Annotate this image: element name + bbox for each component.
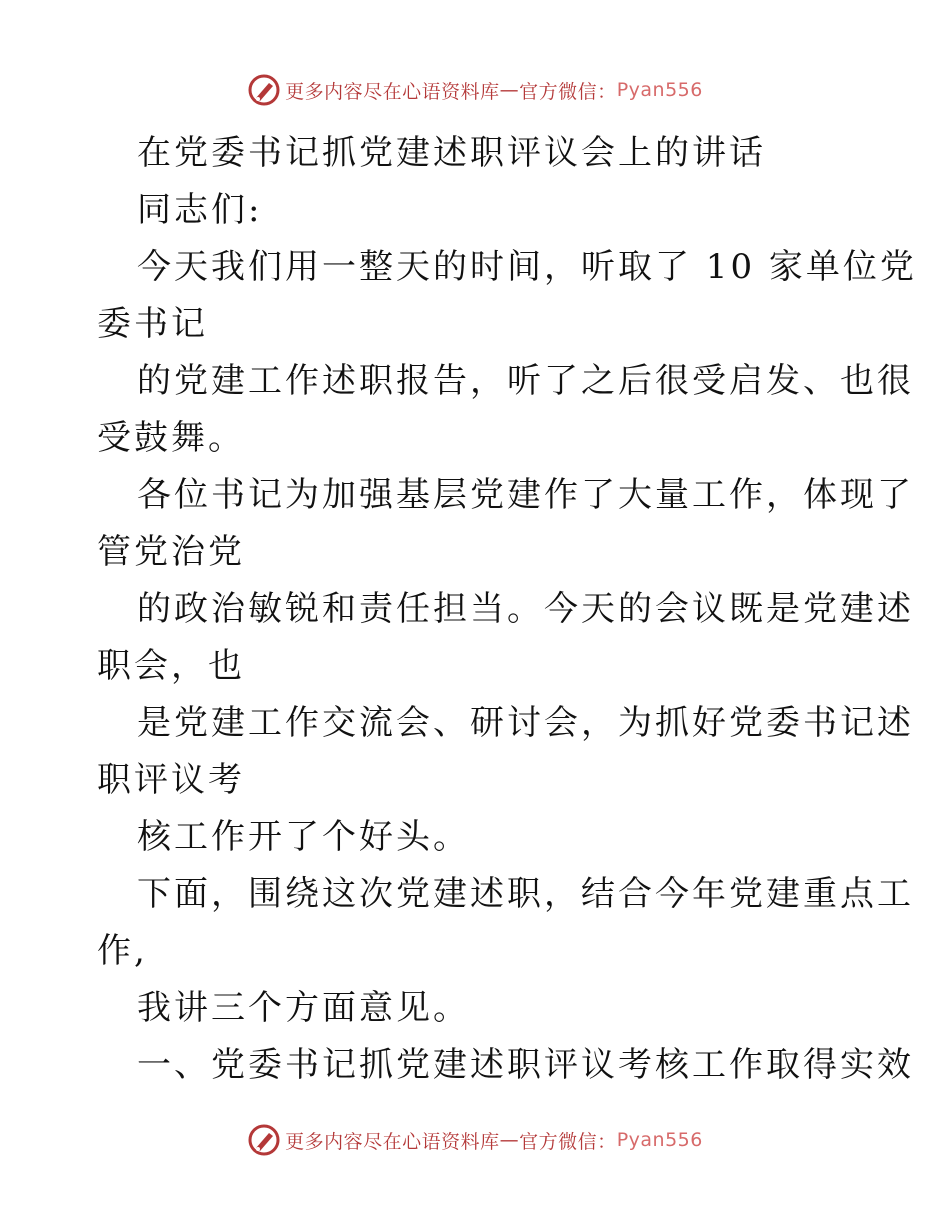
text-line: 管党治党 xyxy=(97,532,245,572)
text-line: 是党建工作交流会、研讨会，为抓好党委书记述 xyxy=(137,703,914,743)
banner-wechat-id: Pyan556 xyxy=(616,1129,703,1151)
text-line: 职评议考 xyxy=(97,760,245,800)
text-line: 今天我们用一整天的时间，听取了 10 家单位党 xyxy=(137,247,917,287)
section-heading: 一、党委书记抓党建述职评议考核工作取得实效 xyxy=(137,1045,914,1085)
pen-seal-icon xyxy=(247,73,281,107)
banner-text: 更多内容尽在心语资料库 xyxy=(285,80,500,103)
text-line: 职会，也 xyxy=(97,646,245,686)
text-line: 核工作开了个好头。 xyxy=(137,817,470,857)
pen-seal-icon xyxy=(247,1123,281,1157)
banner-separator: — xyxy=(499,79,520,101)
banner-wechat-id: Pyan556 xyxy=(616,79,703,101)
document-body xyxy=(97,125,917,1094)
banner-text: 更多内容尽在心语资料库 xyxy=(285,1130,500,1153)
text-line: 的党建工作述职报告，听了之后很受启发、也很 xyxy=(137,361,914,401)
banner-separator: — xyxy=(499,1129,520,1151)
text-line: 我讲三个方面意见。 xyxy=(137,988,470,1028)
text-line: 下面，围绕这次党建述职，结合今年党建重点工 xyxy=(137,874,914,914)
banner-wechat-label: 官方微信： xyxy=(519,80,617,103)
text-line: 受鼓舞。 xyxy=(97,418,245,458)
text-line: 的政治敏锐和责任担当。今天的会议既是党建述 xyxy=(137,589,914,629)
salutation: 同志们: xyxy=(137,190,263,230)
document-title: 在党委书记抓党建述职评议会上的讲话 xyxy=(137,133,766,173)
banner-wechat-label: 官方微信： xyxy=(519,1130,617,1153)
text-line: 各位书记为加强基层党建作了大量工作，体现了 xyxy=(137,475,914,515)
header-banner xyxy=(0,70,950,110)
text-line: 委书记 xyxy=(97,304,208,344)
footer-banner xyxy=(0,1120,950,1160)
text-line: 作, xyxy=(97,931,148,971)
